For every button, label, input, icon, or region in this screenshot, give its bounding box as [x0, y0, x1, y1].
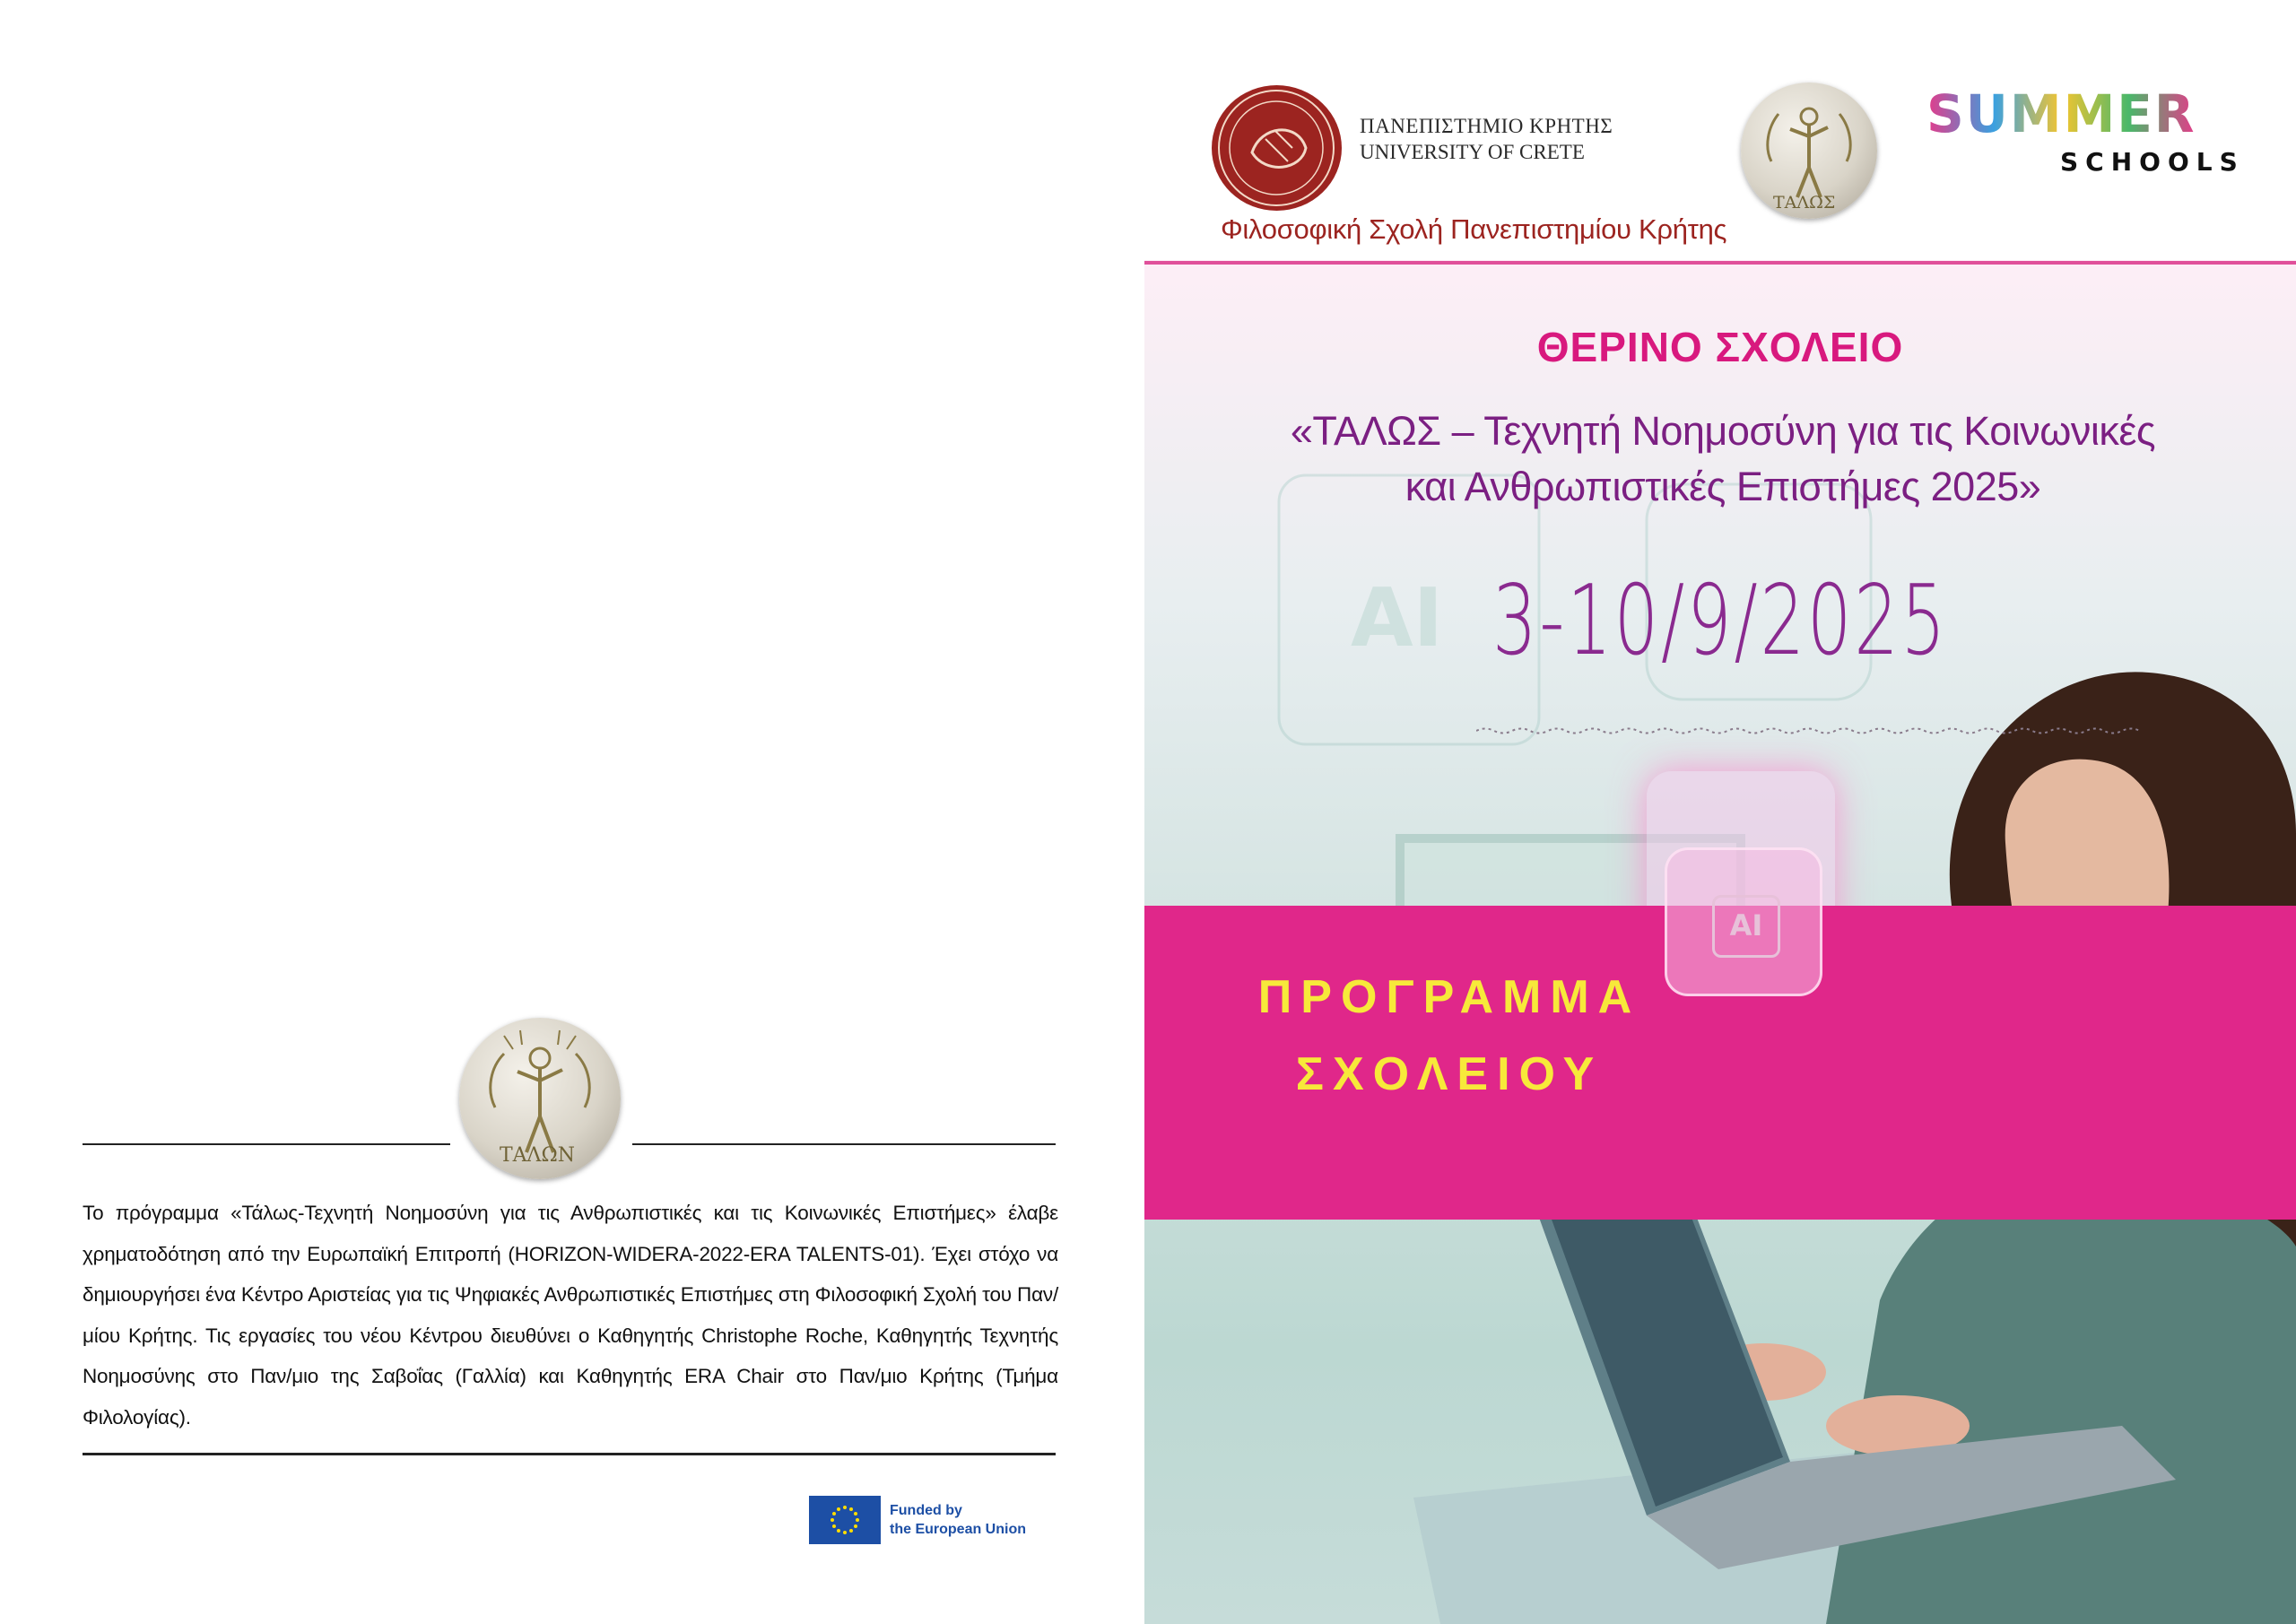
ai-chip-card [1665, 847, 1822, 996]
program-label-line2: ΣΧΟΛΕΙΟΥ [1295, 1048, 1604, 1100]
university-of-crete-seal-logo [1212, 85, 1342, 211]
university-name-greek: ΠΑΝΕΠΙΣΤΗΜΙΟ ΚΡΗΤΗΣ [1360, 115, 1613, 137]
svg-text:ΤΑΛΩΣ: ΤΑΛΩΣ [1773, 193, 1836, 213]
talos-coin-logo-header [1741, 83, 1877, 219]
svg-text:SUMMER: SUMMER [1926, 85, 2196, 144]
talos-coin-logo [459, 1018, 621, 1179]
eu-label-line1: Funded by [890, 1503, 962, 1518]
eu-funding-logo [809, 1496, 1026, 1544]
program-description: Το πρόγραμμα «Τάλως-Τεχνητή Νοημοσύνη για τις Ανθρωπιστικές και τις Κοινωνικές Επιστήμες» έλαβε χρηματοδότηση από την Ευρωπαϊκή Επιτροπή (HORIZON-WIDERA-2022-ERA TALENTS-01). Έχει στόχο να δημιουργήσει ένα Κέντρο Αριστείας για τις Ψηφιακές Ανθρωπιστικές Επιστήμες στη Φιλοσοφική Σχολή του Παν/μίου Κρήτης. Τις εργασίες του νέου Κέντρου διευθύνει ο Καθηγητής Christophe Roche, Καθηγητής Τεχνητής Νοημοσύνης στο Παν/μιο της Σαβοΐας (Γαλλία) και Καθηγητής ERA Chair στο Παν/μιο Κρήτης (Τμήμα Φιλολογίας). [83, 1202, 1058, 1429]
divider-right [632, 1143, 1056, 1145]
eu-flag-icon [809, 1496, 881, 1544]
back-cover [0, 0, 1144, 1624]
university-name-english: UNIVERSITY OF CRETE [1360, 141, 1585, 163]
cover-title: ΘΕΡΙΝΟ ΣΧΟΛΕΙΟ [1536, 324, 1904, 370]
ai-chip-icon: AI [1712, 895, 1780, 958]
decorative-dotted-line [1476, 725, 2140, 737]
cover-subtitle-line2: και Ανθρωπιστικές Επιστήμες 2025» [1405, 464, 2041, 509]
svg-text:SCHOOLS: SCHOOLS [2060, 147, 2245, 177]
header-divider [1144, 261, 2296, 265]
svg-text:ΤΑΛΩΝ: ΤΑΛΩΝ [500, 1144, 575, 1167]
summer-schools-logo [1923, 85, 2246, 184]
faculty-name: Φιλοσοφική Σχολή Πανεπιστημίου Κρήτης [1221, 213, 1727, 245]
eu-label-line2: the European Union [890, 1522, 1026, 1537]
divider-bottom [83, 1453, 1056, 1455]
program-label-line1: ΠΡΟΓΡΑΜΜΑ [1257, 971, 1641, 1023]
cover-subtitle-line1: «ΤΑΛΩΣ – Τεχνητή Νοημοσύνη για τις Κοινωνικές [1290, 408, 2156, 454]
cover-subtitle [1180, 404, 2266, 515]
svg-text:AI: AI [1351, 571, 1444, 665]
front-cover [1144, 0, 2296, 1624]
event-dates: 3-10/9/2025 [1492, 565, 1948, 677]
divider-left [83, 1143, 450, 1145]
